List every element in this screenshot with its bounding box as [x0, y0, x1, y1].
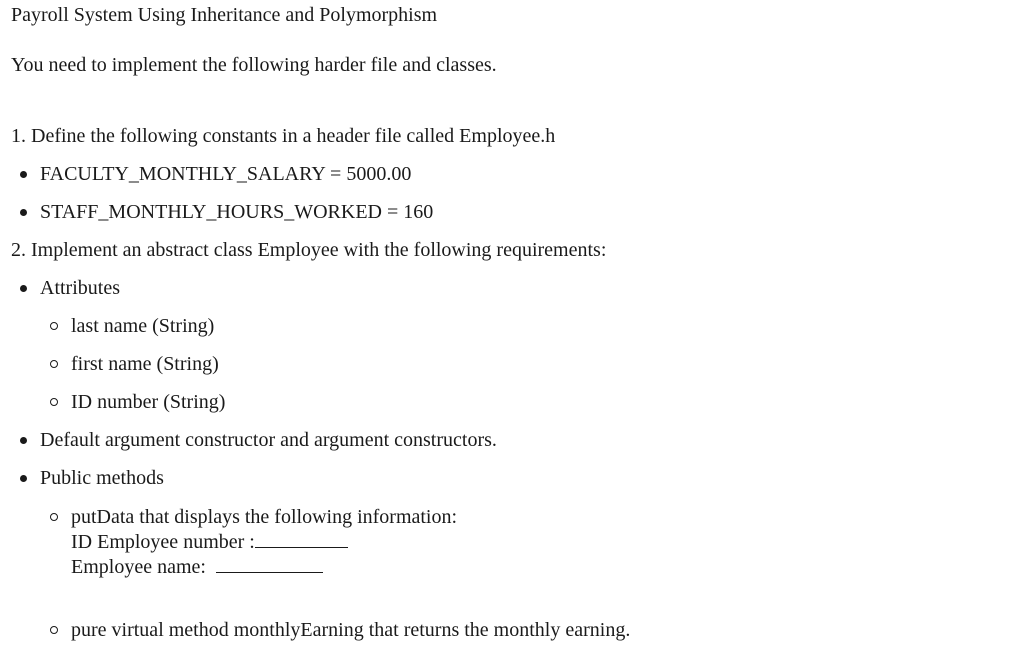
attribute-first-name: first name (String): [71, 353, 219, 375]
bullet-icon: [20, 209, 27, 216]
constructors-text: Default argument constructor and argument constructors.: [40, 429, 497, 451]
circle-bullet-icon: [50, 360, 58, 368]
public-methods-label: Public methods: [40, 467, 164, 489]
bullet-icon: [20, 437, 27, 444]
circle-bullet-icon: [50, 513, 58, 521]
step-1-heading: 1. Define the following constants in a header file called Employee.h: [11, 125, 556, 147]
attributes-label: Attributes: [40, 277, 120, 299]
bullet-icon: [20, 171, 27, 178]
constant-faculty-salary: FACULTY_MONTHLY_SALARY = 5000.00: [40, 163, 412, 185]
putdata-description: putData that displays the following information:: [71, 506, 458, 528]
intro-paragraph: You need to implement the following harder file and classes.: [11, 54, 497, 76]
employee-name-label: Employee name:: [71, 556, 206, 578]
attribute-last-name: last name (String): [71, 315, 215, 337]
circle-bullet-icon: [50, 322, 58, 330]
page-title: Payroll System Using Inheritance and Polymorphism: [11, 4, 438, 26]
attribute-id-number: ID number (String): [71, 391, 226, 413]
circle-bullet-icon: [50, 626, 58, 634]
constant-staff-hours: STAFF_MONTHLY_HOURS_WORKED = 160: [40, 201, 434, 223]
monthly-earning-description: pure virtual method monthlyEarning that returns the monthly earning.: [71, 619, 631, 641]
fill-in-blank: [255, 530, 348, 548]
bullet-icon: [20, 475, 27, 482]
fill-in-blank: [216, 555, 323, 573]
step-2-heading: 2. Implement an abstract class Employee with the following requirements:: [11, 239, 607, 261]
id-employee-number-label: ID Employee number :: [71, 531, 255, 553]
circle-bullet-icon: [50, 398, 58, 406]
bullet-icon: [20, 285, 27, 292]
